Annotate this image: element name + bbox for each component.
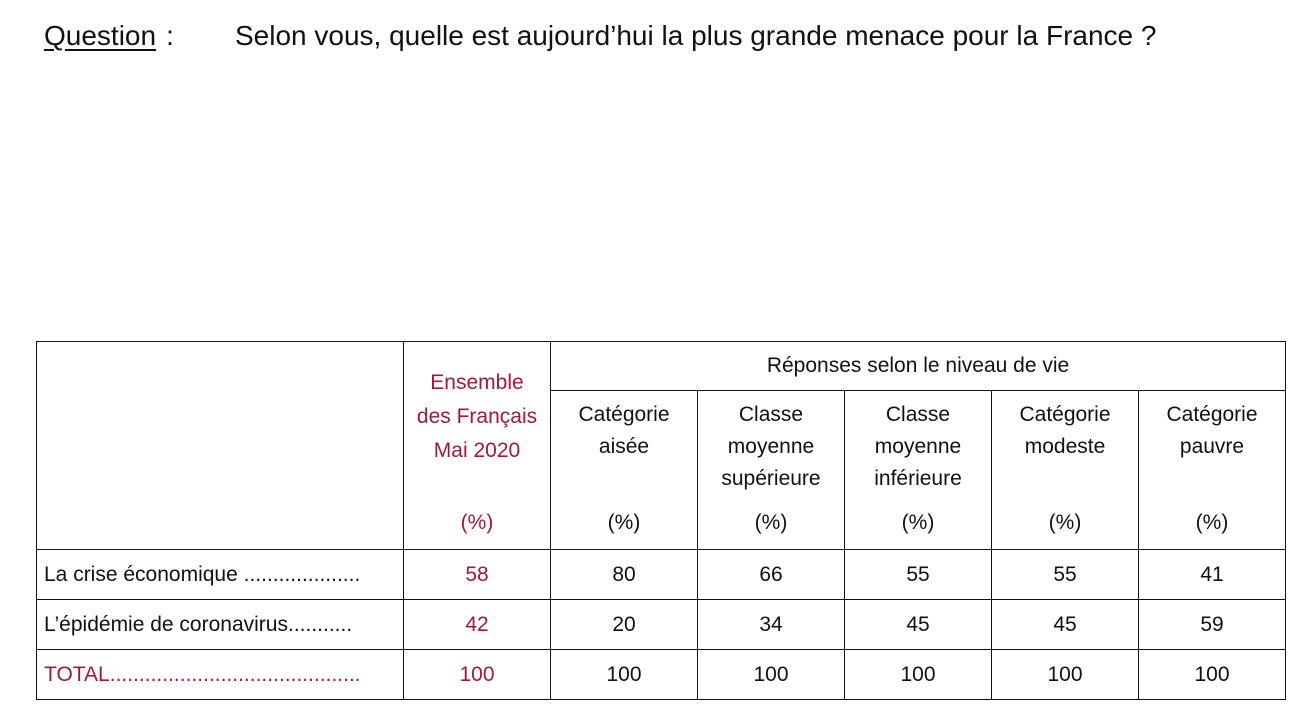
col-header-line: Catégorie [578,403,670,426]
col-header-categorie-aisee [551,391,698,498]
col-header-line: pauvre [1179,435,1245,458]
col-header-categorie-modeste [992,391,1139,498]
unit-cell: (%) [992,497,1139,550]
results-table [36,341,1286,700]
table-row [37,600,1286,650]
value-cell: 59 [1139,600,1286,650]
unit-cell: (%) [1139,497,1286,550]
total-row [37,650,1286,700]
col-header-line: Classe [738,403,804,426]
col-header-categorie-pauvre [1139,391,1286,498]
total-label: TOTAL........................................... [37,650,404,700]
value-cell: 66 [698,550,845,600]
ensemble-value: 58 [404,550,551,600]
total-cell: 100 [992,650,1139,700]
col-header-line: aisée [598,435,650,458]
total-cell: 100 [698,650,845,700]
unit-cell: (%) [551,497,698,550]
col-header-line: Catégorie [1166,403,1258,426]
ensemble-value: 42 [404,600,551,650]
row-label: La crise économique .................... [37,550,404,600]
value-cell: 55 [992,550,1139,600]
unit-cell: (%) [845,497,992,550]
value-cell: 41 [1139,550,1286,600]
ensemble-header-line-2: des Français [416,405,538,428]
ensemble-header-line-3: Mai 2020 [433,439,521,462]
total-cell: 100 [551,650,698,700]
value-cell: 55 [845,550,992,600]
table-row [37,550,1286,600]
header-empty-cell [37,342,404,550]
question-text: Selon vous, quelle est aujourd’hui la plus grande menace pour la France ? [235,20,1157,51]
value-cell: 34 [698,600,845,650]
col-header-line: moyenne [727,435,815,458]
question-header [44,20,1157,52]
col-header-line: modeste [1024,435,1106,458]
ensemble-total: 100 [404,650,551,700]
value-cell: 80 [551,550,698,600]
ensemble-header [404,342,551,498]
value-cell: 45 [845,600,992,650]
col-header-line: inférieure [874,467,962,490]
col-header-line: Catégorie [1019,403,1111,426]
unit-ensemble: (%) [404,497,551,550]
unit-cell: (%) [698,497,845,550]
question-label: Question [44,20,157,51]
ensemble-header-line-1: Ensemble [430,371,524,394]
col-header-line: Classe [885,403,951,426]
col-header-line: supérieure [721,467,821,490]
col-header-classe-moyenne-inferieure [845,391,992,498]
question-separator: : [166,20,174,51]
group-header: Réponses selon le niveau de vie [551,342,1286,391]
value-cell: 45 [992,600,1139,650]
col-header-line: moyenne [874,435,962,458]
value-cell: 20 [551,600,698,650]
total-cell: 100 [845,650,992,700]
total-cell: 100 [1139,650,1286,700]
col-header-classe-moyenne-superieure [698,391,845,498]
row-label: L’épidémie de coronavirus........... [37,600,404,650]
